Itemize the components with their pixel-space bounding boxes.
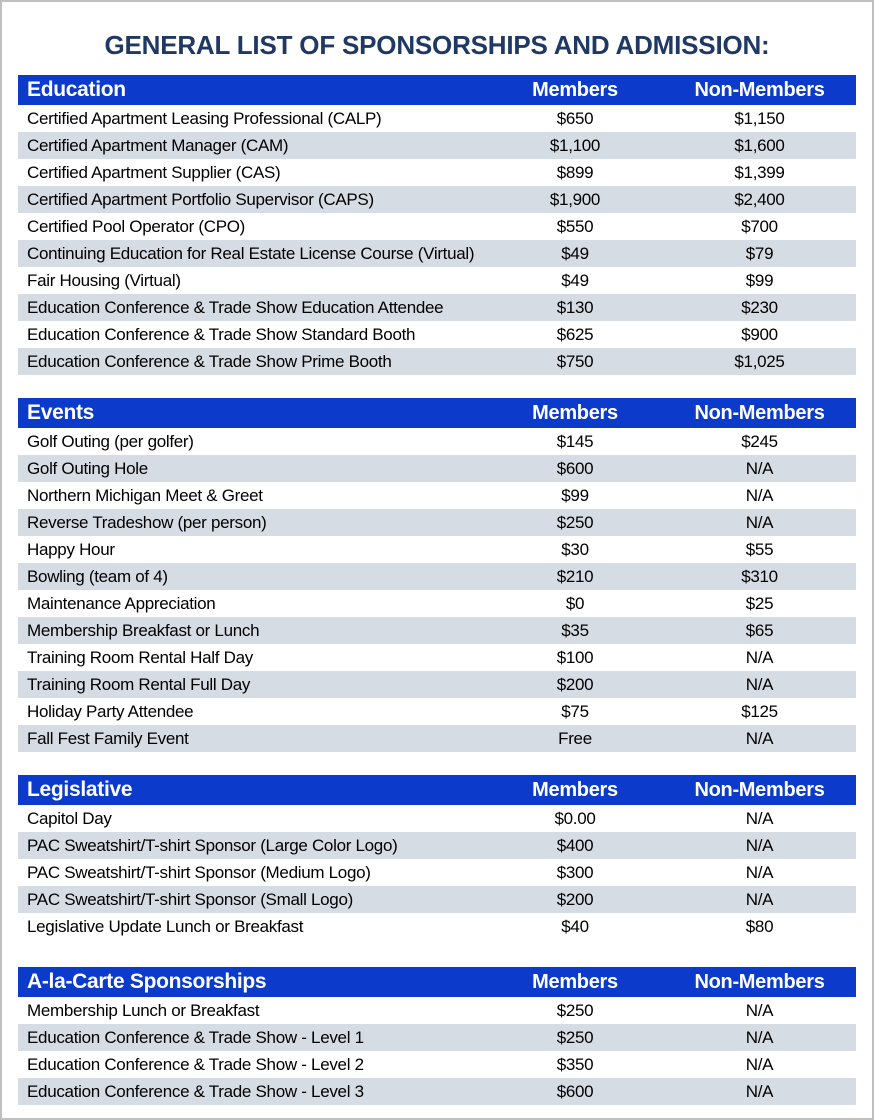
item-label: Reverse Tradeshow (per person) (27, 512, 267, 532)
members-price: $250 (556, 512, 594, 532)
non-members-price: N/A (745, 728, 774, 748)
members-price: $35 (561, 620, 589, 640)
section-title-education: Education (18, 75, 487, 105)
item-label: Education Conference & Trade Show Education Attendee (27, 297, 444, 317)
non-members-price: $1,025 (734, 351, 785, 371)
non-members-price: N/A (745, 485, 774, 505)
item-label: Certified Pool Operator (CPO) (27, 216, 246, 236)
members-price: $0 (565, 593, 585, 613)
members-column-header: Members (487, 398, 663, 428)
item-label: Certified Apartment Manager (CAM) (27, 135, 289, 155)
non-members-price: $1,399 (734, 162, 785, 182)
item-label: Legislative Update Lunch or Breakfast (27, 916, 304, 936)
non-members-price: N/A (745, 512, 774, 532)
members-price: $40 (561, 916, 589, 936)
table-row (18, 913, 856, 940)
table-row (18, 671, 856, 698)
item-label: Continuing Education for Real Estate License Course (Virtual) (27, 243, 475, 263)
members-price: $899 (556, 162, 594, 182)
non-members-price: $65 (745, 620, 774, 640)
non-members-price: N/A (745, 1000, 774, 1020)
table-header-row (18, 75, 856, 105)
table-row (18, 105, 856, 132)
members-price: $30 (561, 539, 589, 559)
table-row (18, 186, 856, 213)
item-label: Training Room Rental Half Day (27, 647, 253, 667)
non-members-price: $2,400 (734, 189, 785, 209)
section-title-a-la-carte: A-la-Carte Sponsorships (18, 967, 487, 997)
non-members-price: N/A (745, 1081, 774, 1101)
item-label: Northern Michigan Meet & Greet (27, 485, 263, 505)
members-price: $200 (556, 889, 594, 909)
table-row (18, 132, 856, 159)
table-row (18, 590, 856, 617)
item-label: Maintenance Appreciation (27, 593, 216, 613)
members-column-header: Members (487, 967, 663, 997)
members-price: $200 (556, 674, 594, 694)
table-row (18, 482, 856, 509)
item-label: Golf Outing Hole (27, 458, 148, 478)
table-row (18, 267, 856, 294)
item-label: PAC Sweatshirt/T-shirt Sponsor (Small Logo) (27, 889, 353, 909)
non-members-price: $310 (741, 566, 778, 586)
members-price: $130 (556, 297, 594, 317)
item-label: Education Conference & Trade Show - Level 1 (27, 1027, 364, 1047)
non-members-price: N/A (745, 458, 774, 478)
members-price: $49 (561, 270, 589, 290)
members-price: $210 (556, 566, 594, 586)
table-header-row (18, 967, 856, 997)
non-members-column-header: Non-Members (663, 967, 856, 997)
table-header-row (18, 775, 856, 805)
members-price: $550 (556, 216, 594, 236)
non-members-price: $125 (741, 701, 778, 721)
events-table (18, 398, 856, 752)
item-label: Certified Apartment Leasing Professional (CALP) (27, 108, 382, 128)
non-members-price: $700 (741, 216, 778, 236)
table-row (18, 997, 856, 1024)
members-price: $750 (556, 351, 594, 371)
members-price: $250 (556, 1000, 594, 1020)
table-row (18, 213, 856, 240)
item-label: PAC Sweatshirt/T-shirt Sponsor (Large Color Logo) (27, 835, 398, 855)
table-row (18, 159, 856, 186)
item-label: Golf Outing (per golfer) (27, 431, 194, 451)
members-price: $400 (556, 835, 594, 855)
non-members-price: N/A (745, 862, 774, 882)
table-row (18, 321, 856, 348)
table-row (18, 644, 856, 671)
item-label: PAC Sweatshirt/T-shirt Sponsor (Medium Logo) (27, 862, 371, 882)
members-price: $1,100 (549, 135, 601, 155)
members-price: Free (558, 728, 592, 748)
table-row (18, 455, 856, 482)
table-row (18, 1051, 856, 1078)
non-members-column-header: Non-Members (663, 775, 856, 805)
item-label: Education Conference & Trade Show - Level 2 (27, 1054, 364, 1074)
table-header-row (18, 398, 856, 428)
members-price: $145 (556, 431, 594, 451)
table-row (18, 886, 856, 913)
non-members-price: N/A (745, 674, 774, 694)
non-members-price: $230 (741, 297, 778, 317)
table-row (18, 428, 856, 455)
members-price: $1,900 (549, 189, 601, 209)
table-row (18, 617, 856, 644)
members-price: $250 (556, 1027, 594, 1047)
members-price: $350 (556, 1054, 594, 1074)
table-row (18, 509, 856, 536)
table-row (18, 563, 856, 590)
education-table (18, 75, 856, 375)
members-price: $75 (561, 701, 589, 721)
item-label: Capitol Day (27, 808, 112, 828)
table-row (18, 725, 856, 752)
table-row (18, 536, 856, 563)
table-row (18, 698, 856, 725)
non-members-price: N/A (745, 889, 774, 909)
members-price: $600 (556, 458, 594, 478)
item-label: Training Room Rental Full Day (27, 674, 251, 694)
item-label: Education Conference & Trade Show Prime Booth (27, 351, 392, 371)
members-price: $625 (556, 324, 594, 344)
item-label: Education Conference & Trade Show Standard Booth (27, 324, 416, 344)
non-members-price: N/A (745, 835, 774, 855)
legislative-table (18, 775, 856, 940)
non-members-price: N/A (745, 1027, 774, 1047)
non-members-column-header: Non-Members (663, 75, 856, 105)
table-row (18, 240, 856, 267)
item-label: Holiday Party Attendee (27, 701, 194, 721)
item-label: Membership Breakfast or Lunch (27, 620, 260, 640)
non-members-price: $1,600 (734, 135, 785, 155)
item-label: Happy Hour (27, 539, 115, 559)
members-column-header: Members (487, 775, 663, 805)
item-label: Membership Lunch or Breakfast (27, 1000, 260, 1020)
table-row (18, 348, 856, 375)
item-label: Certified Apartment Portfolio Supervisor (CAPS) (27, 189, 374, 209)
non-members-price: N/A (745, 647, 774, 667)
page-title: GENERAL LIST OF SPONSORSHIPS AND ADMISSION: (104, 30, 770, 60)
members-price: $49 (561, 243, 589, 263)
members-price: $650 (556, 108, 594, 128)
non-members-column-header: Non-Members (663, 398, 856, 428)
non-members-price: $25 (745, 593, 774, 613)
table-row (18, 805, 856, 832)
a-la-carte-sponsorships-table (18, 967, 856, 1105)
members-price: $0.00 (554, 808, 596, 828)
table-row (18, 1024, 856, 1051)
non-members-price: $79 (745, 243, 774, 263)
non-members-price: $245 (741, 431, 778, 451)
table-row (18, 1078, 856, 1105)
item-label: Fall Fest Family Event (27, 728, 189, 748)
item-label: Certified Apartment Supplier (CAS) (27, 162, 281, 182)
non-members-price: $80 (745, 916, 774, 936)
non-members-price: N/A (745, 808, 774, 828)
table-row (18, 294, 856, 321)
item-label: Bowling (team of 4) (27, 566, 168, 586)
table-row (18, 859, 856, 886)
section-title-events: Events (18, 398, 487, 428)
item-label: Education Conference & Trade Show - Level 3 (27, 1081, 364, 1101)
non-members-price: $55 (745, 539, 774, 559)
non-members-price: $99 (745, 270, 774, 290)
table-row (18, 832, 856, 859)
members-price: $100 (556, 647, 594, 667)
non-members-price: $900 (741, 324, 778, 344)
members-price: $600 (556, 1081, 594, 1101)
members-price: $300 (556, 862, 594, 882)
non-members-price: $1,150 (734, 108, 785, 128)
non-members-price: N/A (745, 1054, 774, 1074)
item-label: Fair Housing (Virtual) (27, 270, 181, 290)
section-title-legislative: Legislative (18, 775, 487, 805)
members-price: $99 (561, 485, 589, 505)
members-column-header: Members (487, 75, 663, 105)
